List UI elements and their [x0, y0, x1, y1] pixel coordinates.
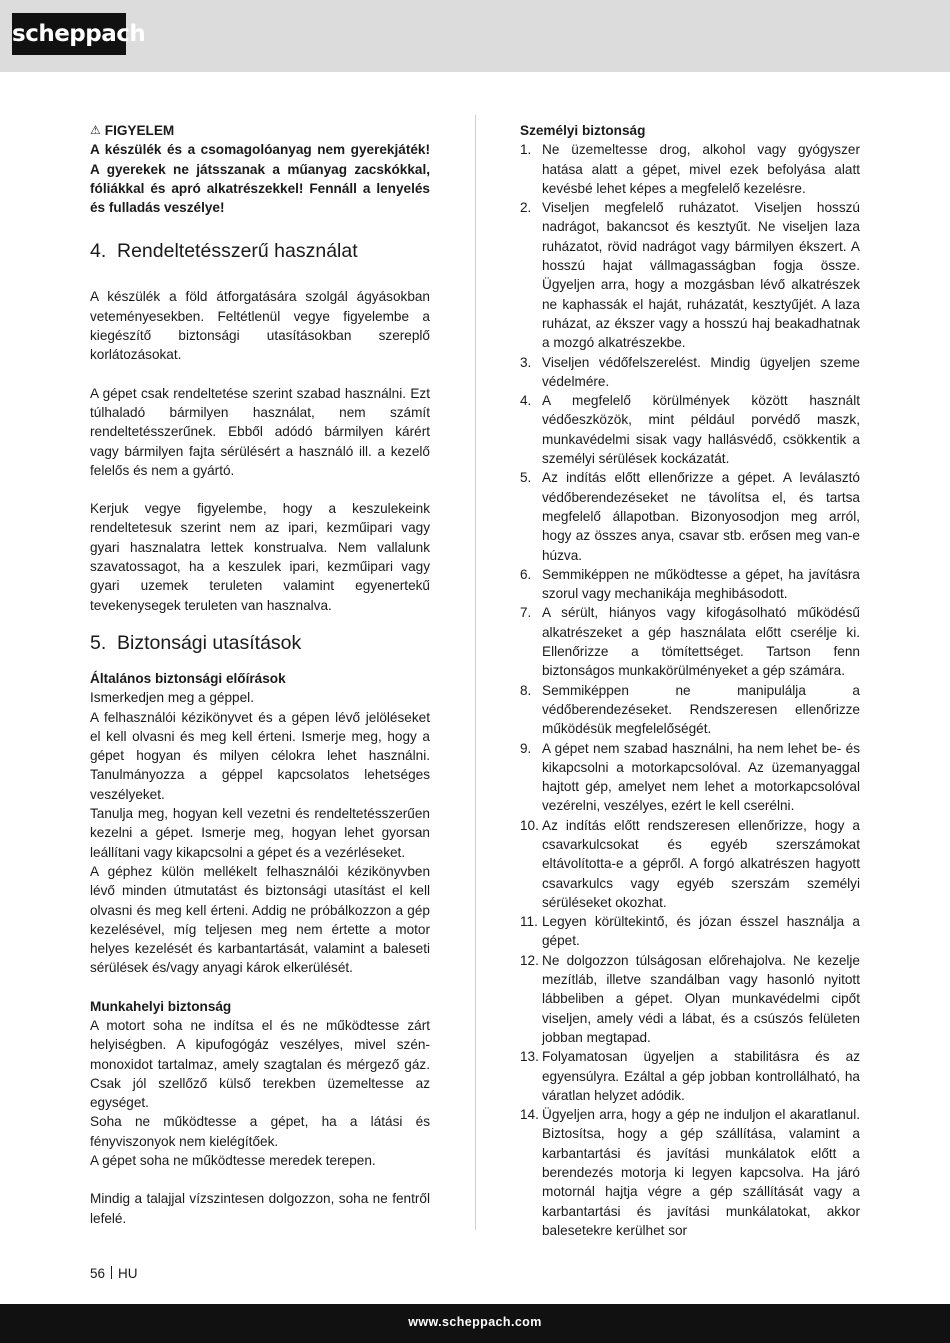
list-item-text: Viseljen megfelelő ruházatot. Viseljen hosszú nadrágot, bakancsot és kesztyűt. Ne viseljen laza ruházatot, rövid nadrágot vagy bármilyen ékszert. A hosszú hajat vállmagasságban fogja össze. Ügyeljen arra, hogy a mozgásban lévő alkatrészek ne kaphassák el haját, ruházatát, kesztyűjét. A laza ruházat, az ékszer vagy a hosszú haj beakadhatnak a mozgó alkatrészekbe.: [542, 200, 860, 351]
personal-safety-item: [520, 391, 860, 468]
general-safety-line: A géphez külön mellékelt felhasználói kézikönyvben lévő minden útmutatást és biztonsági utasítást el kell olvasni és meg kell érteni. Addig ne próbálkozzon a gép kezelésével, míg teljesen meg nem értette a motor helyes kezelését és karbantartását, valamint a baleseti sérülések és/vagy anyagi károk elkerülését.: [90, 863, 430, 976]
list-item-number: 9.: [520, 740, 532, 756]
page-number: 56: [90, 1266, 106, 1281]
list-item-text: Az indítás előtt ellenőrizze a gépet. A leválasztó védőberendezéseket ne távolítsa el, és tartsa megfelelő állapotban. Bizonyosodjon meg arról, hogy az összes anya, csavar stb. erősen meg van-e húzva.: [542, 470, 860, 563]
section-4-paragraph: A gépet csak rendeltetése szerint szabad használni. Ezt túlhaladó bármilyen használat, nem számít rendeltetésszerűnek. Ebből adódó bármilyen kárért vagy bármilyen fajta sérülésért a használó ill. a kezelő felelős és nem a gyártó.: [90, 385, 430, 478]
list-item-number: 8.: [520, 682, 532, 698]
personal-safety-heading: Személyi biztonság: [520, 123, 646, 138]
general-safety-line: Ismerkedjen meg a géppel.: [90, 690, 254, 706]
page-header: [0, 0, 950, 72]
list-item-number: 7.: [520, 605, 532, 621]
list-item-text: Folyamatosan ügyeljen a stabilitásra és az egyensúlyra. Ezáltal a gép jobban kontrollálható, ha váratlan helyzet adódik.: [542, 1049, 860, 1103]
list-item-number: 14.: [520, 1107, 539, 1123]
personal-safety-item: [520, 353, 860, 392]
list-item-text: Az indítás előtt rendszeresen ellenőrizze, hogy a csavarkulcsokat és egyéb szerszámokat eltávolította-e a gépről. A forgó alkatrészen hagyott csavarkulcs vagy egyéb szerszám személyi sérüléseket okozhat.: [542, 817, 860, 910]
list-item-number: 3.: [520, 354, 532, 370]
language-code: HU: [118, 1266, 138, 1281]
list-item-text: Ügyeljen arra, hogy a gép ne induljon el akaratlanul. Biztosítsa, hogy a gép szállítása, valamint a karbantartási és javítási munkálatok előtt a berendezés motorja ki legyen kapcsolva. Ha járó motornál hajtja végre a gép szállítását vagy a karbantartási és javítási munkálatokat, akkor balesetekre kerülhet sor: [542, 1107, 860, 1238]
list-item-text: A megfelelő körülmények között használt védőeszközök, mint például porvédő maszk, munkavédelmi sisak vagy hallásvédő, csökkentik a személyi sérülések kockázatát.: [542, 393, 860, 467]
list-item-number: 10.: [520, 817, 539, 833]
left-column: [90, 121, 430, 1228]
warning-text: A készülék és a csomagolóanyag nem gyerekjáték! A gyerekek ne játsszanak a műanyag zacskókkal, fóliákkal és apró alkatrészekkel! Fennáll a lenyelés és fulladás veszélye!: [90, 142, 430, 216]
section-4-number: 4.: [90, 240, 107, 263]
list-item-number: 5.: [520, 470, 532, 486]
list-item-number: 13.: [520, 1049, 539, 1065]
personal-safety-item: [520, 603, 860, 680]
workplace-safety-line: A motort soha ne indítsa el és ne működtesse zárt helyiségben. A kipufogógáz veszélyes, mivel szén-monoxidot tartalmaz, amely szagtalan és mérgező gáz. Csak jól szellőző külső terekben üzemeltesse az egységet.: [90, 1017, 430, 1111]
list-item-number: 11.: [520, 914, 538, 930]
page-footer-number: [90, 1265, 138, 1283]
list-item-text: A gépet nem szabad használni, ha nem lehet be- és kikapcsolni a motorkapcsolóval. Az üzemanyaggal hajtott gép, amelyet nem lehet a motorkapcsolóval vezérelni, veszélyes, ezért le kell cserélni.: [542, 740, 860, 814]
personal-safety-item: [520, 198, 860, 352]
website-url: www.scheppach.com: [408, 1315, 542, 1329]
personal-safety-list: [520, 140, 860, 1240]
workplace-safety-line: A gépet soha ne működtesse meredek terepen.: [90, 1153, 376, 1169]
personal-safety-item: [520, 681, 860, 739]
section-5-number: 5.: [90, 631, 107, 654]
column-divider: [475, 115, 476, 1230]
personal-safety-item: [520, 912, 860, 951]
personal-safety-item: [520, 739, 860, 816]
list-item-text: Semmiképpen ne működtesse a gépet, ha javításra szorul vagy mechanikája meghibásodott.: [542, 566, 860, 602]
section-4-heading: [90, 239, 430, 263]
page-footer-bar: [0, 1304, 950, 1343]
warning-triangle-icon: ⚠: [90, 123, 101, 137]
scheppach-logo: scheppach: [12, 13, 126, 55]
warning-heading: [90, 121, 430, 140]
personal-safety-item: [520, 565, 860, 604]
personal-safety-item: [520, 1047, 860, 1105]
general-safety-line: Tanulja meg, hogyan kell vezetni és rendeltetésszerűen kezelni a gépet. Ismerje meg, hogyan lehet gyorsan leállítani vagy kikapcsolni a gépet és a vezérléseket.: [90, 806, 430, 860]
separator-bar: [111, 1266, 112, 1279]
workplace-safety-line: Mindig a talajjal vízszintesen dolgozzon, soha ne fentről lefelé.: [90, 1191, 430, 1226]
list-item-text: Ne üzemeltesse drog, alkohol vagy gyógyszer hatása alatt a gépet, mivel ezek befolyása alatt kevésbé lehet képes a megfelelő kezelésre.: [542, 142, 860, 196]
list-item-number: 6.: [520, 566, 532, 582]
list-item-number: 4.: [520, 393, 532, 409]
general-safety-heading: Általános biztonsági előírások: [90, 670, 286, 686]
list-item-number: 12.: [520, 952, 539, 968]
list-item-text: Viseljen védőfelszerelést. Mindig ügyeljen szeme védelmére.: [542, 354, 860, 389]
workplace-safety-heading: Munkahelyi biztonság: [90, 998, 232, 1014]
list-item-text: Legyen körültekintő, és józan ésszel használja a gépet.: [542, 914, 860, 949]
personal-safety-item: [520, 1105, 860, 1240]
section-4-paragraph: Kerjuk vegye figyelembe, hogy a keszulekeink rendeltetesuk szerint nem az ipari, kezműipari vagy gyari hasznalatra lettek konstrualva. Nem vallalunk szavatossagot, ha a keszulek ipari, kezműipari vagy gyari uzemek teruleten valamint egyenertekű tevekenysegek teruleten van hasznalva.: [90, 501, 430, 613]
warning-title: FIGYELEM: [104, 123, 175, 138]
personal-safety-item: [520, 140, 860, 198]
list-item-text: Semmiképpen ne manipulálja a védőberendezéseket. Rendszeresen ellenőrizze működésük megfelelőségét.: [542, 682, 860, 737]
personal-safety-item: [520, 951, 860, 1047]
personal-safety-item: [520, 468, 860, 564]
workplace-safety-line: Soha ne működtesse a gépet, ha a látási és fényviszonyok nem kielégítőek.: [90, 1114, 430, 1149]
section-5-title: Biztonsági utasítások: [117, 631, 302, 654]
list-item-text: A sérült, hiányos vagy kifogásolható működésű alkatrészeket a gép használata előtt cserélje ki. Ellenőrizze a tömítettséget. Tartson fenn biztonságos munkakörülményeket a gép számára.: [542, 605, 860, 679]
list-item-number: 2.: [520, 200, 532, 216]
list-item-number: 1.: [520, 142, 532, 158]
section-4-paragraph: A készülék a föld átforgatására szolgál ágyásokban veteményesekben. Feltétlenül vegye figyelembe a kiegészítő biztonsági utasításokban szereplő korlátozásokat.: [90, 289, 430, 363]
section-4-title: Rendeltetésszerű használat: [117, 240, 358, 263]
right-column: [520, 121, 860, 1240]
general-safety-line: A felhasználói kézikönyvet és a gépen lévő jelöléseket el kell olvasni és meg kell érteni. Ismerje meg, hogy a gépet hogyan és milyen célokra lehet használni. Tanulmányozza a géppel kapcsolatos lehetséges veszélyeket.: [90, 709, 430, 802]
personal-safety-item: [520, 816, 860, 912]
list-item-text: Ne dolgozzon túlságosan előrehajolva. Ne kezelje mezítláb, illetve szandálban vagy hasonló nyitott lábbeliben a gépet. Olyan munkavédelmi cipőt viseljen, amely védi a lábat, és a csúszós felületen jobban megtapad.: [542, 952, 860, 1045]
section-5-heading: [90, 631, 430, 655]
